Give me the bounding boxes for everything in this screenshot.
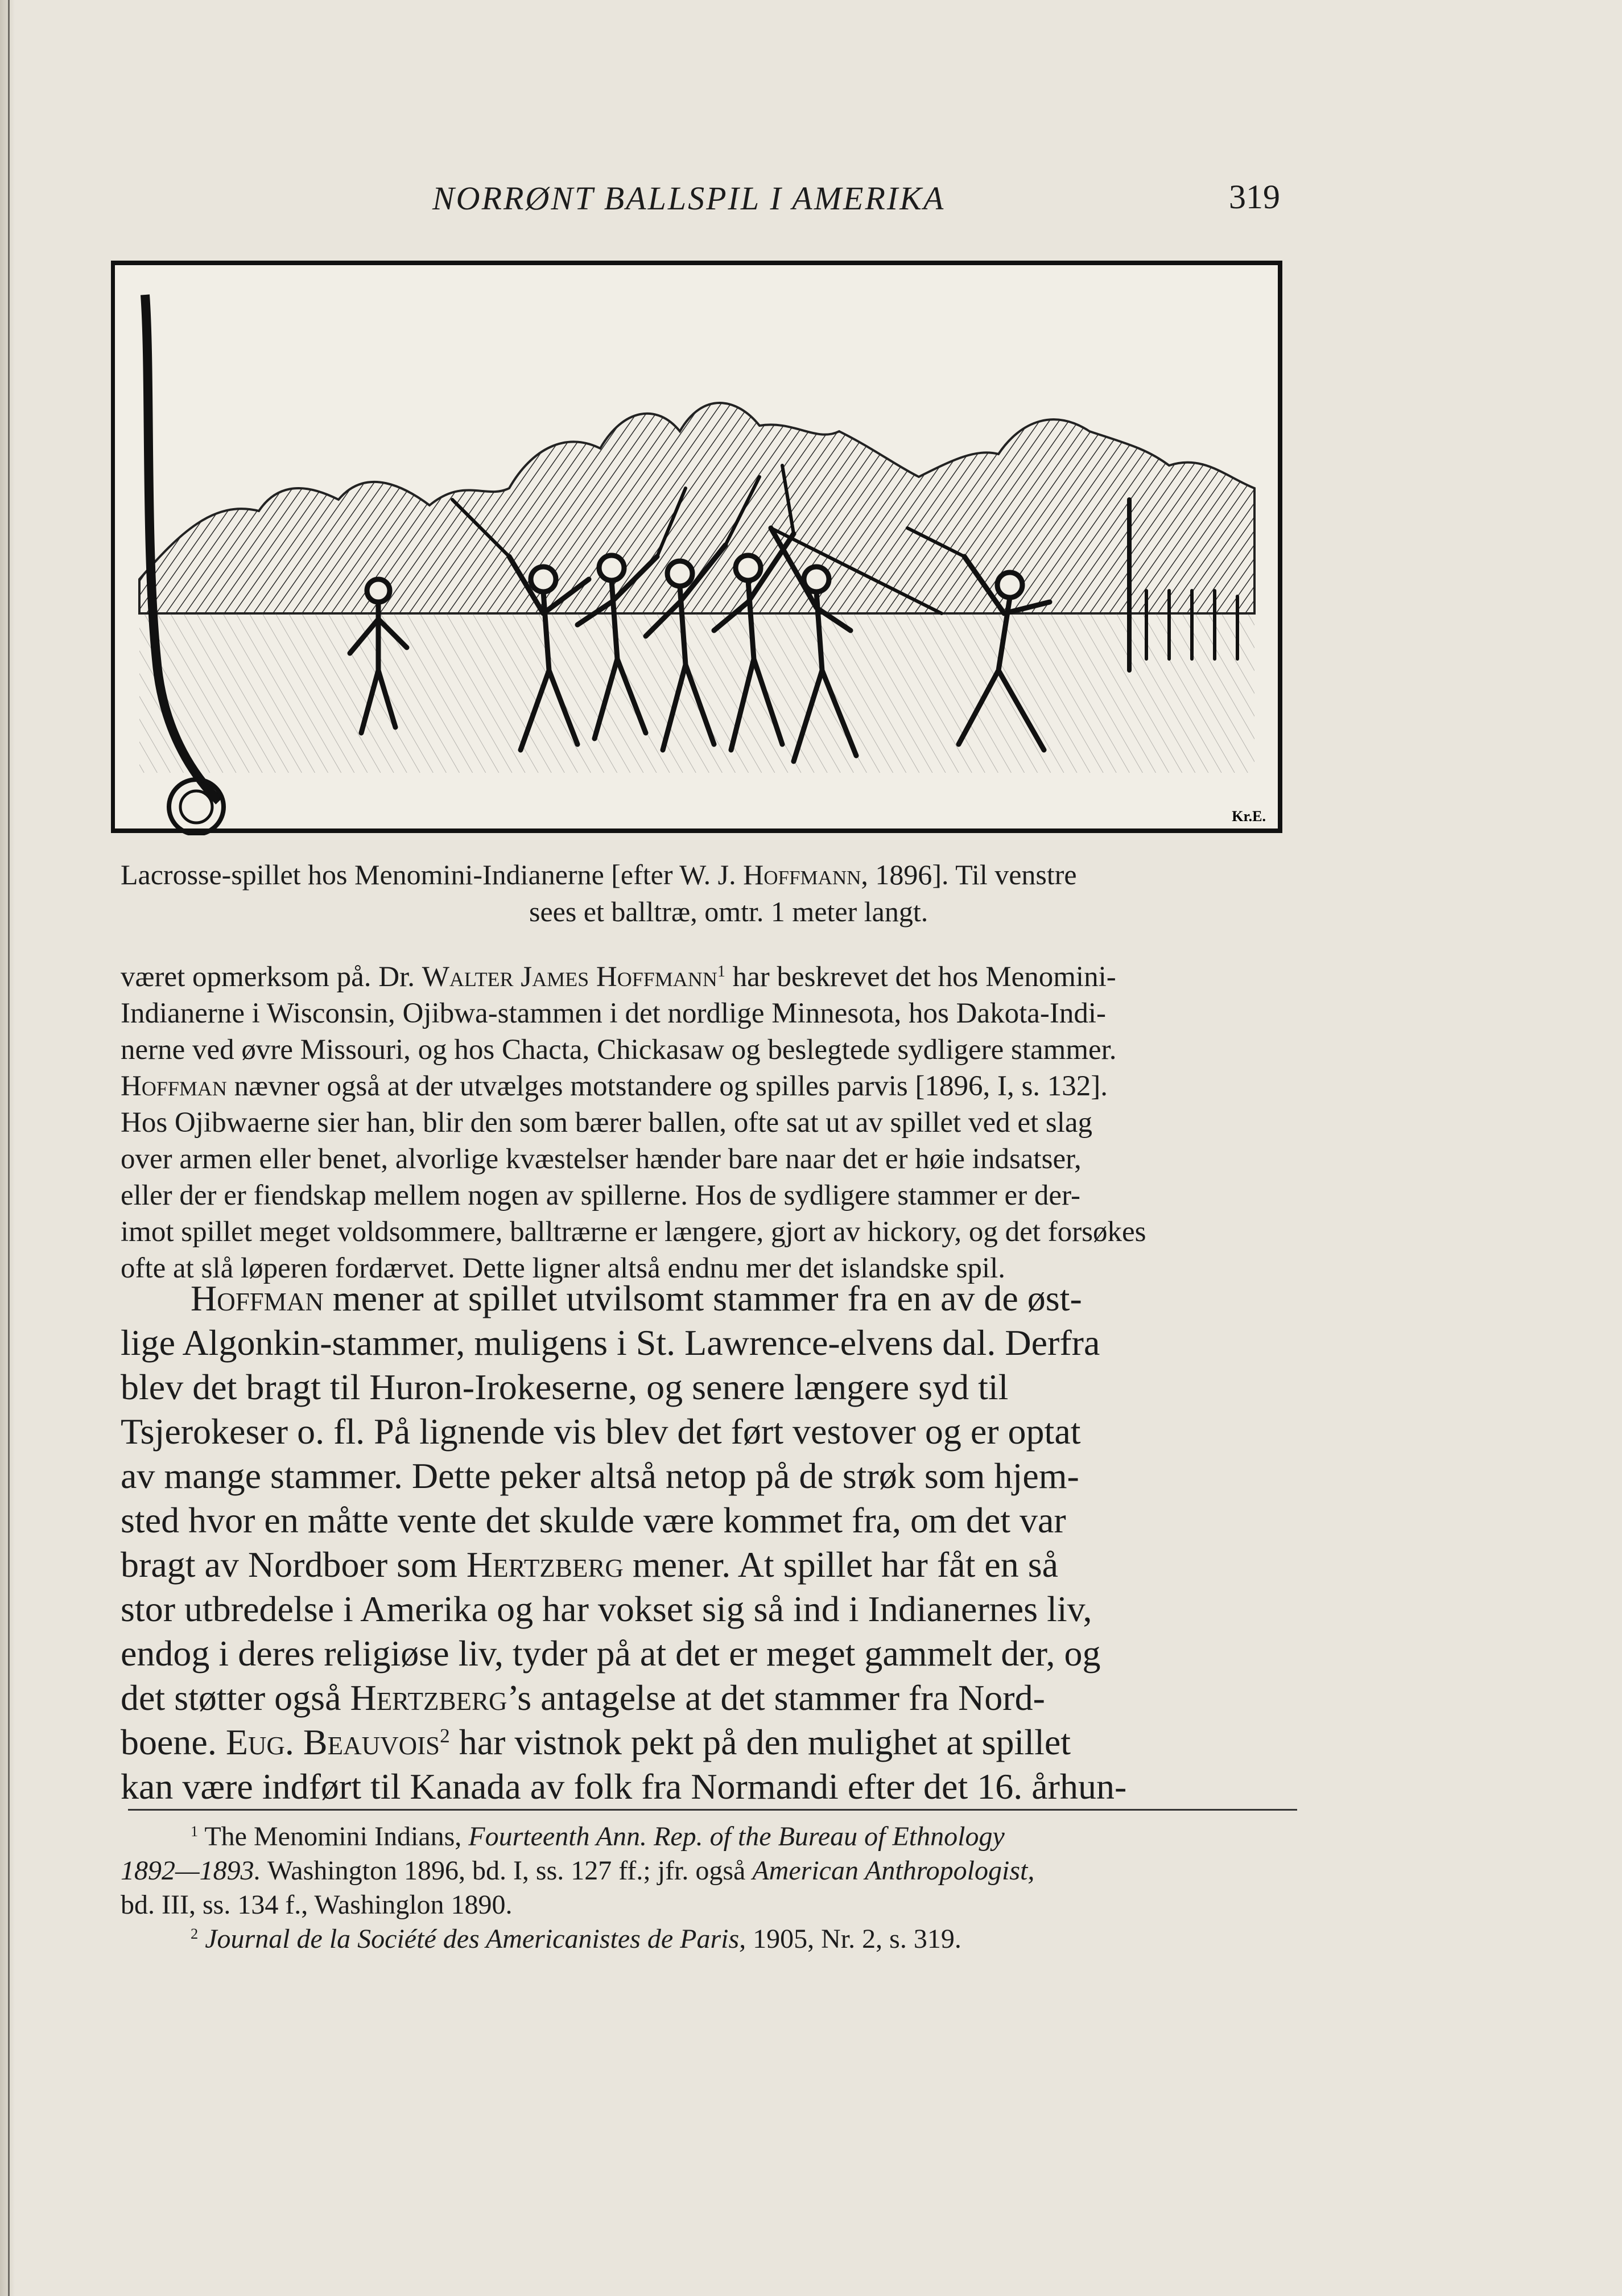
small-text-line: imot spillet meget voldsommere, balltrærne er længere, gjort av hickory, og det forsøkes xyxy=(121,1216,1146,1248)
footnote-rule xyxy=(128,1809,1297,1811)
small-text-line: over armen eller benet, alvorlige kvæstelser hænder bare naar det er høie indsatser, xyxy=(121,1143,1082,1175)
body-text-line: boene. Eug. Beauvois$^2$ har vistnok pekt på den mulighet at spillet xyxy=(121,1722,1071,1762)
body-text-line: Hoffman mener at spillet utvilsomt stammer fra en av de øst- xyxy=(191,1278,1082,1318)
body-text-line: lige Algonkin-stammer, muligens i St. Lawrence-elvens dal. Derfra xyxy=(121,1322,1100,1363)
footnote-1-cont: bd. III, ss. 134 f., Washinglon 1890. xyxy=(121,1890,513,1920)
figure-caption-line-1: Lacrosse-spillet hos Menomini-Indianerne [efter W. J. Hoffmann, 1896]. Til venstre xyxy=(121,859,1077,891)
small-text-line: været opmerksom på. Dr. Walter James Hoffmann$^1$ har beskrevet det hos Menomini- xyxy=(121,961,1116,993)
body-text-line: det støtter også Hertzberg’s antagelse at det stammer fra Nord- xyxy=(121,1677,1045,1718)
binding-edge xyxy=(0,0,15,2296)
lacrosse-illustration xyxy=(111,261,1283,835)
small-text-line: Hos Ojibwaerne sier han, blir den som bærer ballen, ofte sat ut av spillet ved et slag xyxy=(121,1107,1093,1139)
body-text-line: blev det bragt til Huron-Irokeserne, og senere længere syd til xyxy=(121,1367,1009,1407)
running-header: NORRØNT BALLSPIL I AMERIKA xyxy=(432,180,946,217)
body-text-line: sted hvor en måtte vente det skulde være kommet fra, om det var xyxy=(121,1500,1066,1540)
small-text-line: Hoffman nævner også at der utvælges motstandere og spilles parvis [1896, I, s. 132]. xyxy=(121,1070,1108,1102)
body-text-line: av mange stammer. Dette peker altså netop på de strøk som hjem- xyxy=(121,1456,1079,1496)
small-text-line: Indianerne i Wisconsin, Ojibwa-stammen i det nordlige Minnesota, hos Dakota-Indi- xyxy=(121,997,1107,1029)
body-text-line: bragt av Nordboer som Hertzberg mener. At spillet har fåt en så xyxy=(121,1544,1059,1585)
footnote-1: $^1$ The Menomini Indians, Fourteenth Ann. Rep. of the Bureau of Ethnology xyxy=(191,1821,1005,1852)
body-text-line: Tsjerokeser o. fl. På lignende vis blev det ført vestover og er optat xyxy=(121,1411,1081,1452)
footnote-2: $^2$ Journal de la Société des Americanistes de Paris, 1905, Nr. 2, s. 319. xyxy=(191,1924,961,1954)
page-number: 319 xyxy=(1229,178,1280,216)
body-text-line: endog i deres religiøse liv, tyder på at det er meget gammelt der, og xyxy=(121,1633,1101,1673)
figure-signature: Kr.E. xyxy=(1232,808,1266,825)
figure-caption-line-2: sees et balltræ, omtr. 1 meter langt. xyxy=(529,896,928,928)
small-text-line: nerne ved øvre Missouri, og hos Chacta, Chickasaw og beslegtede sydligere stammer. xyxy=(121,1034,1117,1066)
footnote-1-cont: 1892—1893. Washington 1896, bd. I, ss. 127 ff.; jfr. også American Anthropologist, xyxy=(121,1856,1035,1886)
small-text-line: eller der er fiendskap mellem nogen av spillerne. Hos de sydligere stammer er der- xyxy=(121,1180,1081,1211)
body-text-line: stor utbredelse i Amerika og har vokset sig så ind i Indianernes liv, xyxy=(121,1589,1092,1629)
body-text-line: kan være indført til Kanada av folk fra Normandi efter det 16. århun- xyxy=(121,1766,1127,1807)
binding-line xyxy=(8,0,10,2296)
small-text-line: ofte at slå løperen fordærvet. Dette ligner altså endnu mer det islandske spil. xyxy=(121,1252,1006,1284)
